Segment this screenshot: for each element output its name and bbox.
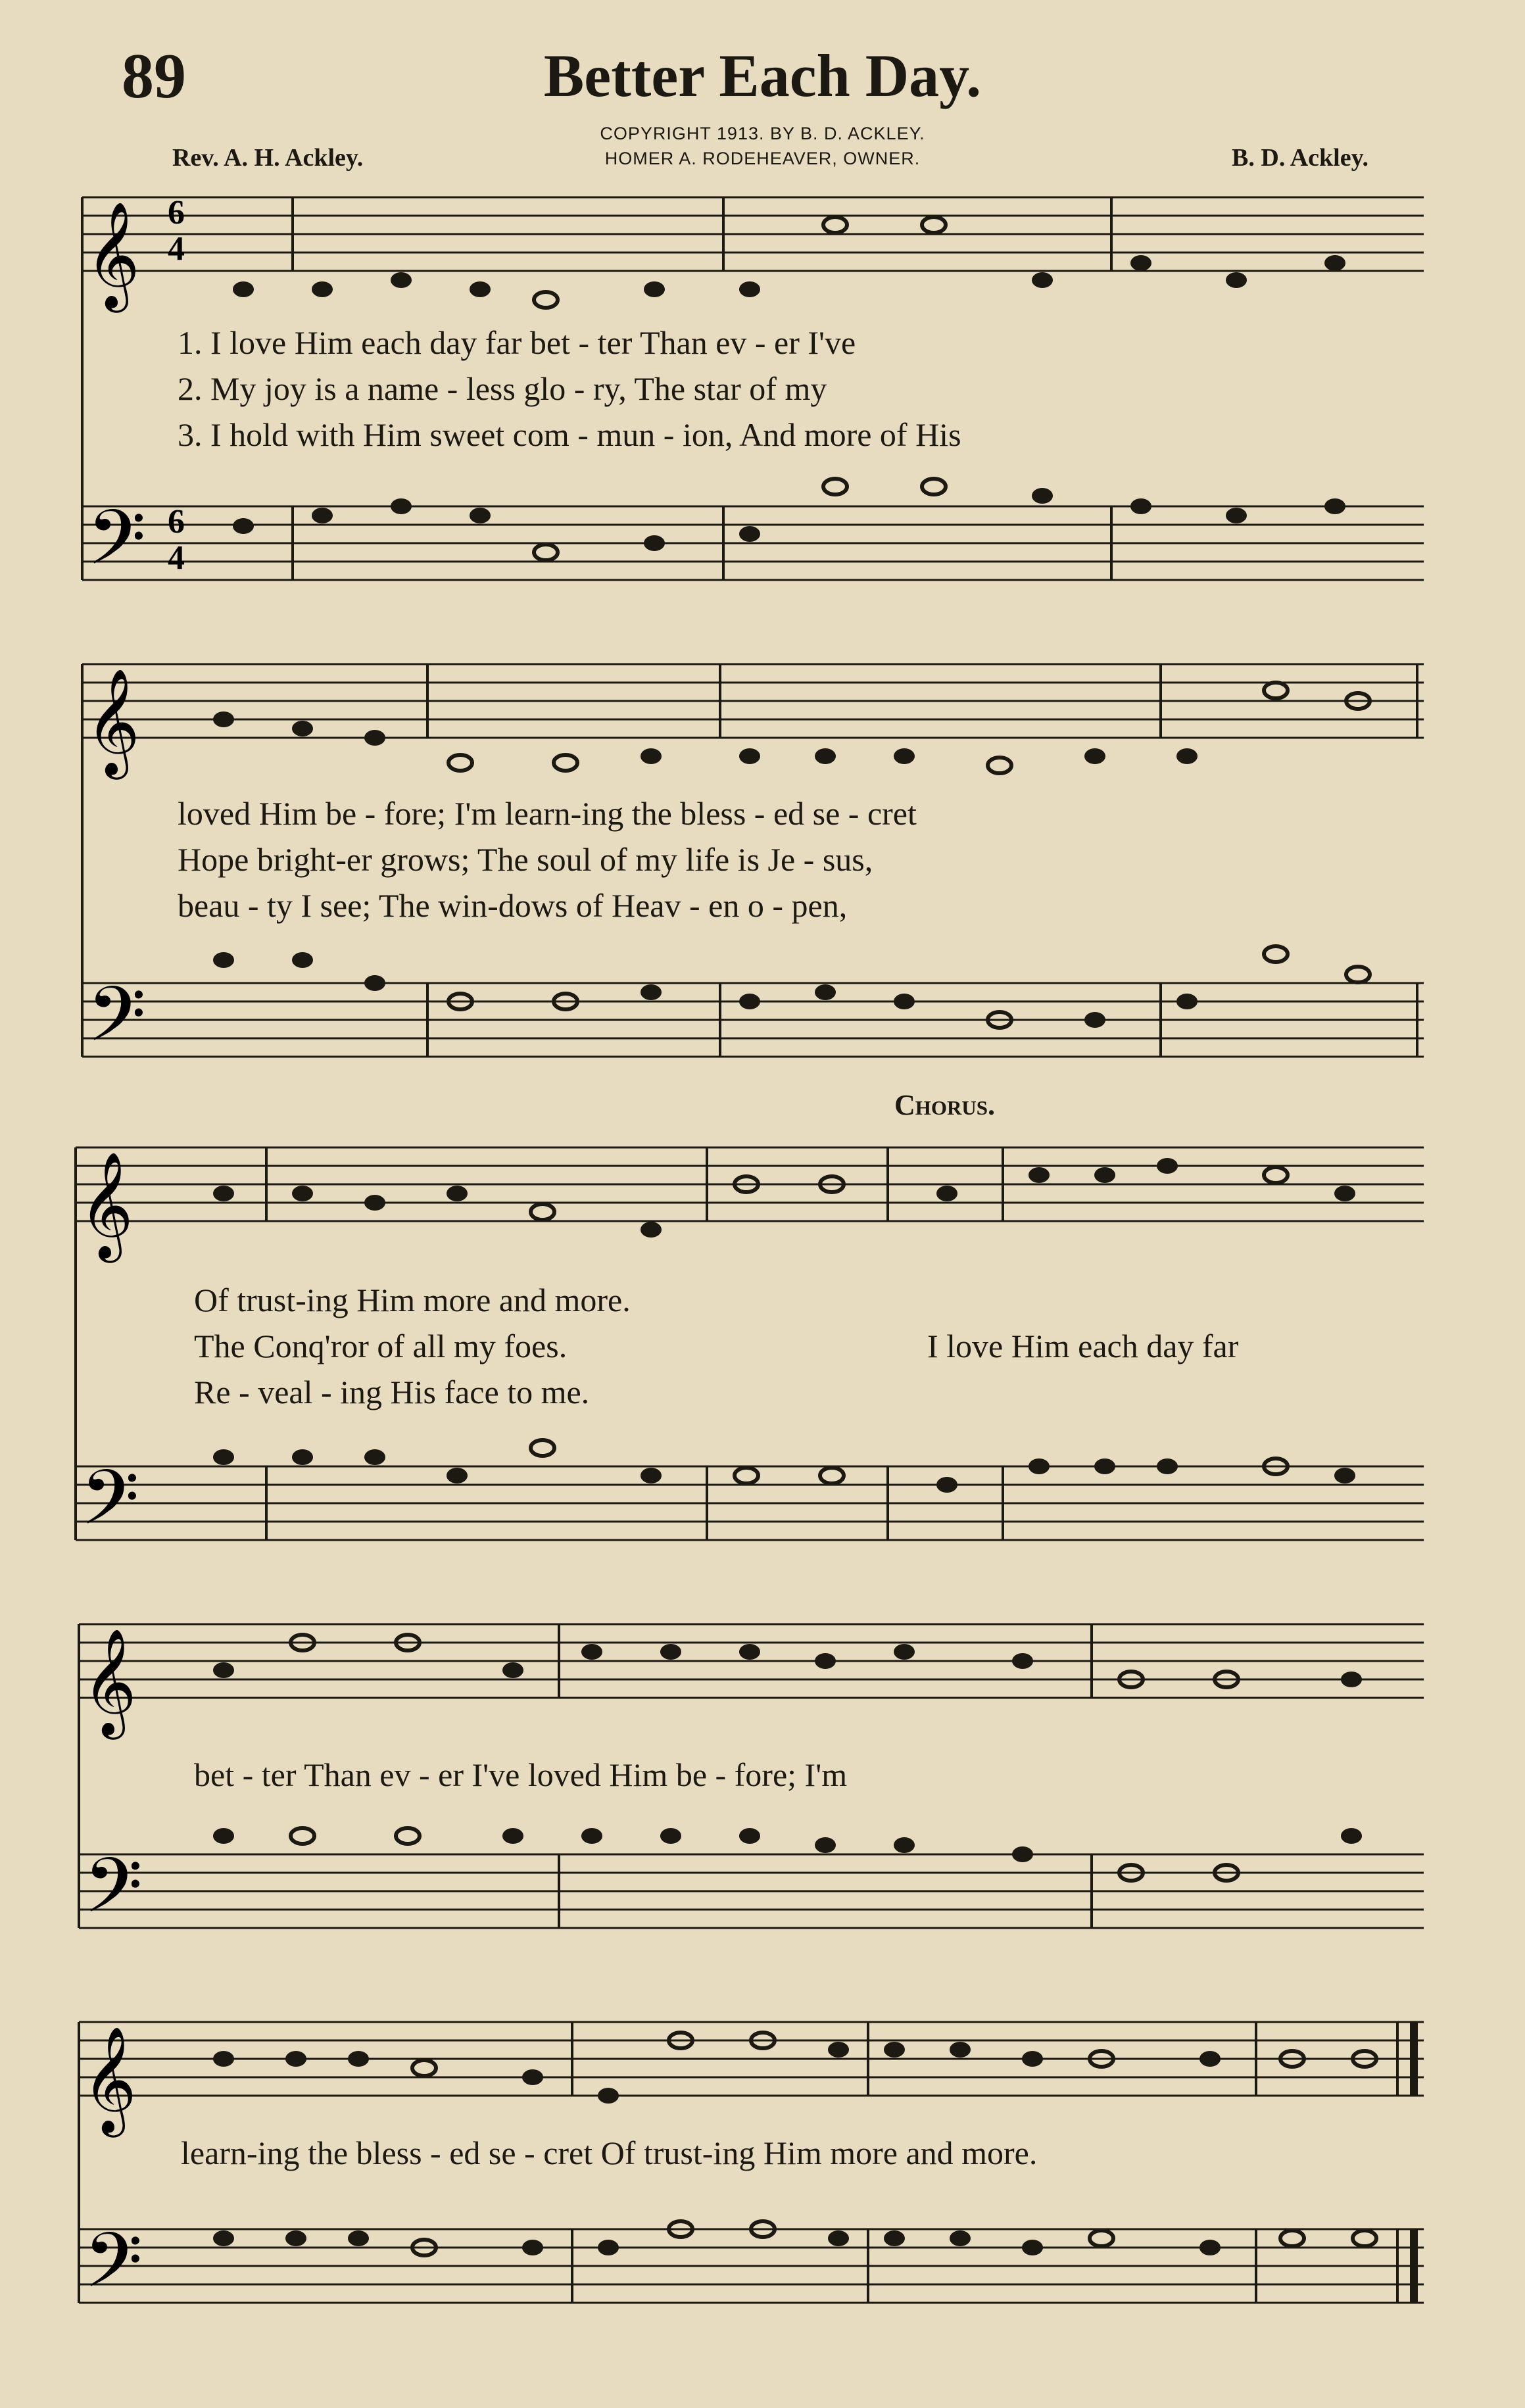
svg-text:𝄢: 𝄢 bbox=[80, 1454, 140, 1561]
chorus-line-1: I love Him each day far bbox=[927, 1328, 1239, 1364]
chorus-line-2: bet - ter Than ev - er I've loved Him be - fore; I'm bbox=[194, 1756, 848, 1793]
hymn-title: Better Each Day. bbox=[543, 42, 982, 109]
system-5 bbox=[79, 2022, 1424, 2324]
verse-1-line-1: 1. I love Him each day far bet - ter Than ev - er I've bbox=[178, 324, 856, 361]
svg-text:6: 6 bbox=[168, 194, 185, 231]
svg-text:𝄢: 𝄢 bbox=[87, 494, 147, 601]
lyricist-credit: Rev. A. H. Ackley. bbox=[172, 144, 364, 172]
verse-3-line-1: 3. I hold with Him sweet com - mun - ion, And more of His bbox=[178, 416, 961, 453]
svg-text:4: 4 bbox=[168, 539, 185, 577]
verse-3-line-2: beau - ty I see; The win-dows of Heav - en o - pen, bbox=[178, 887, 848, 924]
verse-2-line-2: Hope bright-er grows; The soul of my life is Je - sus, bbox=[178, 841, 873, 878]
svg-text:𝄞: 𝄞 bbox=[85, 668, 140, 775]
svg-text:𝄢: 𝄢 bbox=[87, 971, 147, 1078]
svg-text:4: 4 bbox=[168, 230, 185, 268]
verse-3-line-3: Re - veal - ing His face to me. bbox=[194, 1374, 590, 1410]
treble-staff-1 bbox=[82, 197, 1424, 271]
notes-system-3 bbox=[213, 1158, 1355, 1493]
bass-staff-1 bbox=[82, 506, 1424, 580]
svg-text:𝄞: 𝄞 bbox=[85, 201, 140, 308]
verse-2-line-1: 2. My joy is a name - less glo - ry, The star of my bbox=[178, 370, 827, 407]
svg-text:𝄢: 𝄢 bbox=[84, 2217, 143, 2324]
svg-text:𝄢: 𝄢 bbox=[84, 1842, 143, 1949]
svg-text:𝄞: 𝄞 bbox=[82, 2026, 137, 2133]
chorus-label: Chorus. bbox=[894, 1089, 996, 1121]
chorus-line-3: learn-ing the bless - ed se - cret Of trust-ing Him more and more. bbox=[181, 2134, 1038, 2171]
composer-credit: B. D. Ackley. bbox=[1232, 144, 1368, 172]
svg-text:6: 6 bbox=[168, 503, 185, 541]
svg-text:𝄞: 𝄞 bbox=[79, 1151, 133, 1259]
svg-text:𝄞: 𝄞 bbox=[82, 1628, 137, 1735]
verse-1-line-2: loved Him be - fore; I'm learn-ing the bless - ed se - cret bbox=[178, 795, 917, 832]
copyright-line-2: HOMER A. RODEHEAVER, OWNER. bbox=[604, 149, 921, 168]
hymn-number: 89 bbox=[122, 41, 186, 112]
verse-1-line-3: Of trust-ing Him more and more. bbox=[194, 1282, 631, 1318]
copyright-line-1: COPYRIGHT 1913. BY B. D. ACKLEY. bbox=[600, 124, 925, 143]
verse-2-line-3: The Conq'ror of all my foes. bbox=[194, 1328, 568, 1364]
